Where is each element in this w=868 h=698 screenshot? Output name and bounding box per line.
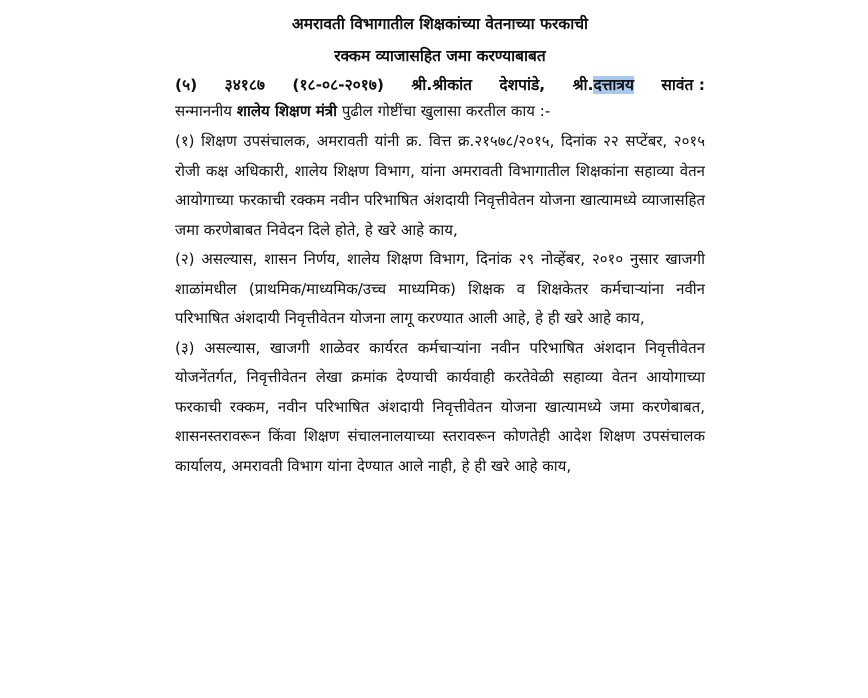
question-id: ३४१८७ [224, 76, 265, 94]
member-2[interactable] [573, 72, 634, 98]
member-2-surname: सावंत : [661, 76, 705, 94]
member-1-name: श्री.श्रीकांत [411, 76, 472, 94]
minister-name: शालेय शिक्षण मंत्री [236, 102, 338, 120]
question-date: (१८-०८-२०१७) [292, 76, 384, 94]
document-title-line-1: अमरावती विभागातील शिक्षकांच्या वेतनाच्या फरकाची [291, 15, 589, 33]
question-part-3: (३) असल्यास, खाजगी शाळेवर कार्यरत कर्मचाऱ्यांना नवीन परिभाषित अंशदान निवृत्तीवेतन योजनेंतर्गत, निवृत्तीवेतन लेखा क्रमांक देण्याची कार्यवाही करतेवेळी सहाव्या वेतन आयोगाच्या फरकाची रक्कम, नवीन परिभाषित अंशदायी निवृत्तीवेतन योजना खात्यामध्ये जमा करणेबाबत, शासनस्तरावरून किंवा शिक्षण संचालनालयाच्या स्तरावरून कोणतेही आदेश शिक्षण उपसंचालक कार्यालय, अमरावती विभाग यांना देण्यात आले नाही, हे ही खरे आहे काय, [175, 338, 705, 475]
question-number: (५) [175, 76, 198, 94]
selected-text-highlight[interactable]: दत्तात्रय [593, 76, 634, 94]
question-intro [175, 98, 705, 124]
intro-suffix: पुढील गोष्टींचा खुलासा करतील काय :- [341, 102, 551, 120]
intro-prefix: सन्माननीय [175, 102, 233, 120]
question-header [175, 72, 705, 98]
member-1-surname: देशपांडे, [499, 76, 546, 94]
document-title-line-2: रक्कम व्याजासहित जमा करण्याबाबत [334, 47, 546, 65]
question-part-2: (२) असल्यास, शासन निर्णय, शालेय शिक्षण विभाग, दिनांक २९ नोव्हेंबर, २०१० नुसार खाजगी शाळांमधील (प्राथमिक/माध्यमिक/उच्च माध्यमिक) शिक्षक व शिक्षकेतर कर्मचाऱ्यांना नवीन परिभाषित अंशदायी निवृत्तीवेतन योजना लागू करण्यात आली आहे, हे ही खरे आहे काय, [175, 250, 705, 327]
member-2-prefix: श्री. [572, 76, 594, 94]
question-body [175, 98, 705, 481]
question-part-1: (१) शिक्षण उपसंचालक, अमरावती यांनी क्र. वित्त क्र.२१५७८/२०१५, दिनांक २२ सप्टेंबर, २०१५ रोजी कक्ष अधिकारी, शालेय शिक्षण विभाग, यांना अमरावती विभागातील शिक्षकांना सहाव्या वेतन आयोगाच्या फरकाची रक्कम नवीन परिभाषित अंशदायी निवृत्तीवेतन योजना खात्यामध्ये व्याजासहित जमा करणेबाबत निवेदन दिले होते, हे खरे आहे काय, [175, 132, 705, 239]
